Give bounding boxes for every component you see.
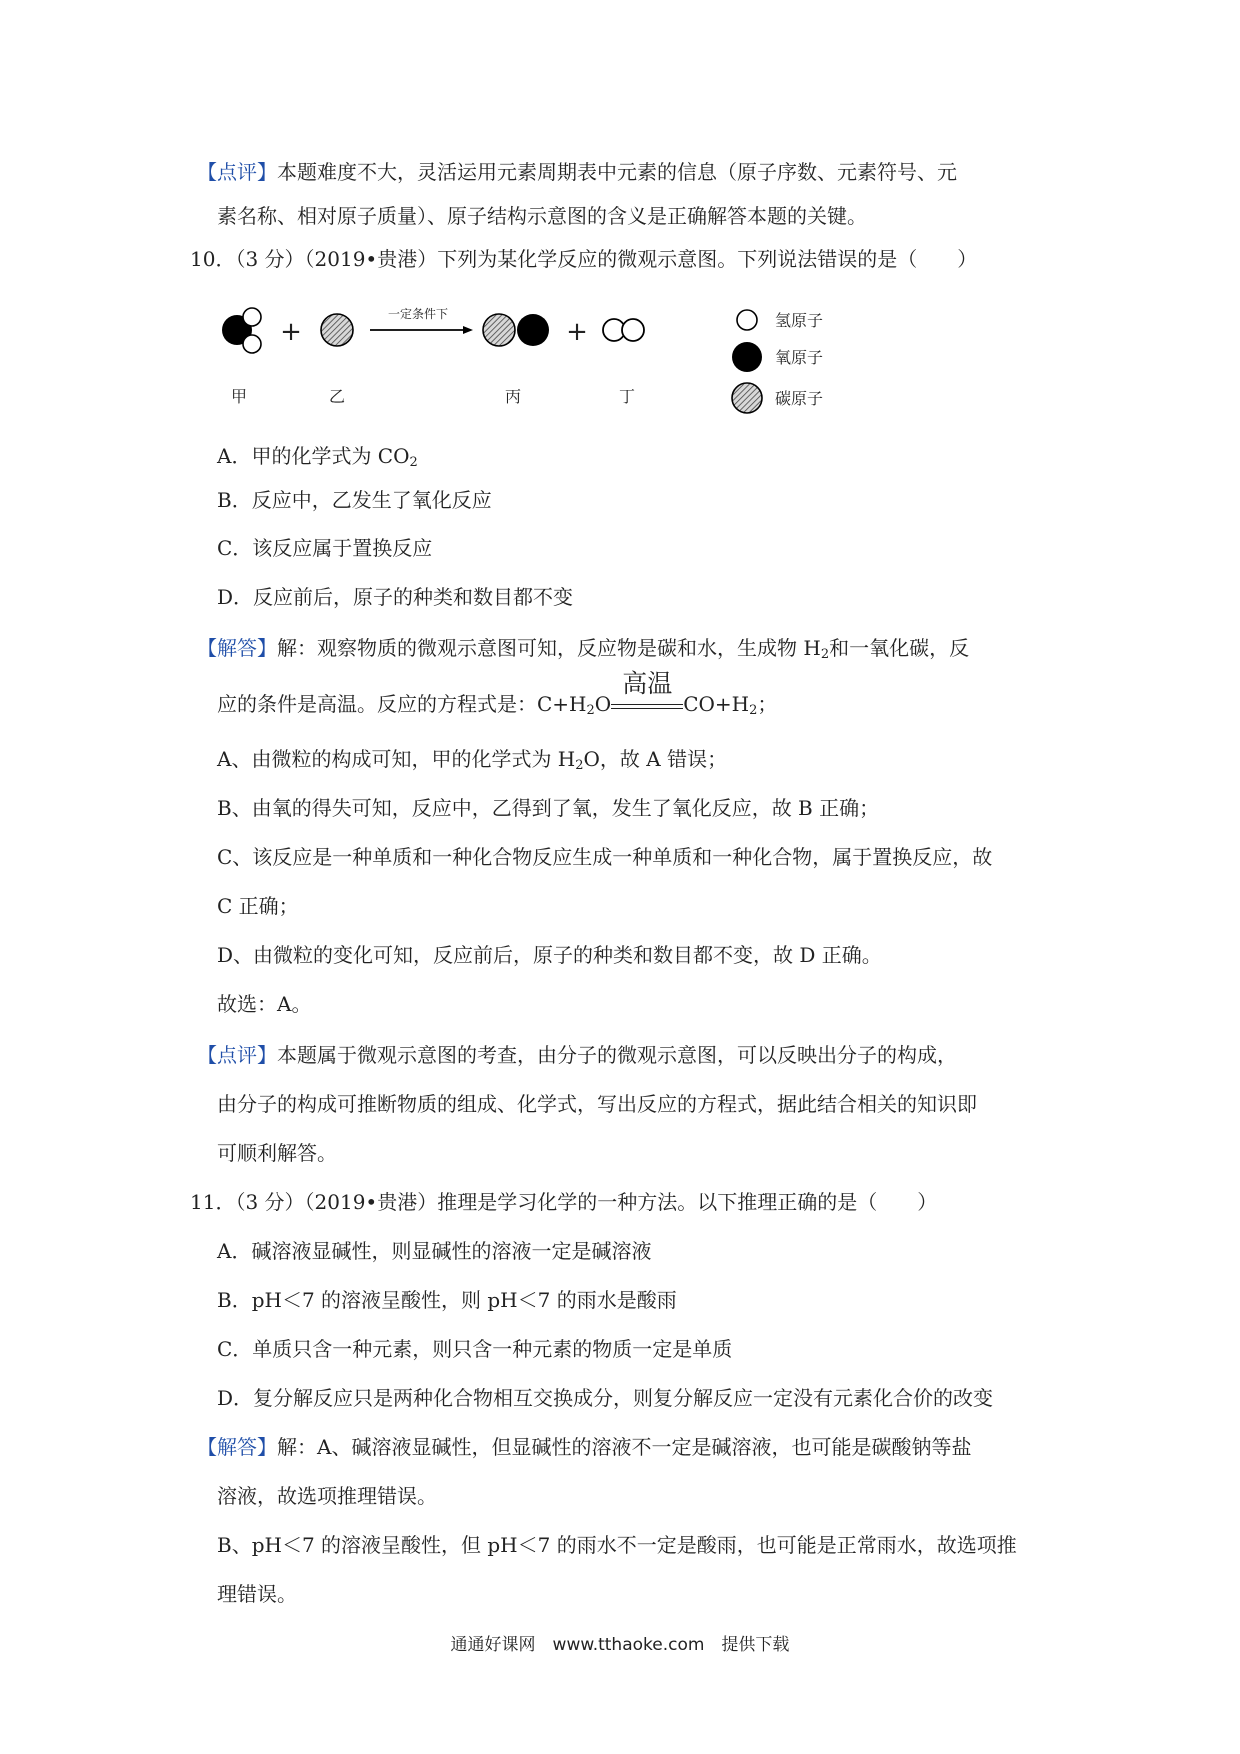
q10-review-line1: 【点评】本题属于微观示意图的考查，由分子的微观示意图，可以反映出分子的构成，	[197, 1043, 957, 1067]
carbon-legend-icon	[732, 383, 762, 413]
water-molecule-icon	[222, 308, 261, 353]
oxygen-atom-icon	[732, 342, 762, 372]
q10-review-line3: 可顺利解答。	[217, 1141, 337, 1165]
review-tag: 【点评】	[197, 160, 277, 184]
q11-answer-line1: 【解答】解：A、碱溶液显碱性，但显碱性的溶液不一定是碱溶液，也可能是碳酸钠等盐	[197, 1435, 972, 1459]
q10-answer-b: B、由氧的得失可知，反应中，乙得到了氧，发生了氧化反应，故 B 正确；	[217, 796, 880, 820]
q10-option-a: A．甲的化学式为 $CO_2$	[217, 444, 418, 470]
q10-review-line2: 由分子的构成可推断物质的组成、化学式，写出反应的方程式，据此结合相关的知识即	[217, 1092, 977, 1116]
q11-answer-line2: 溶液，故选项推理错误。	[217, 1484, 437, 1508]
label-ding: 丁	[618, 387, 636, 406]
q10-answer-c1: C、该反应是一种单质和一种化合物反应生成一种单质和一种化合物，属于置换反应，故	[217, 845, 993, 869]
reaction-diagram	[215, 290, 865, 415]
q11-stem: 11．（3 分）（2019•贵港）推理是学习化学的一种方法。以下推理正确的是（ ）	[190, 1190, 938, 1214]
q11-option-b: B．pH＜7 的溶液呈酸性，则 pH＜7 的雨水是酸雨	[217, 1288, 677, 1312]
q11-option-c: C．单质只含一种元素，则只含一种元素的物质一定是单质	[217, 1337, 733, 1361]
q10-option-b: B．反应中，乙发生了氧化反应	[217, 488, 492, 512]
q10-option-d: D．反应前后，原子的种类和数目都不变	[217, 585, 574, 609]
reaction-arrow-icon	[370, 326, 473, 334]
equation-condition: 高温	[611, 690, 683, 718]
q10-answer-a: A、由微粒的构成可知，甲的化学式为 $H_2O$，故 A 错误；	[217, 747, 728, 773]
plus-sign-1: +	[280, 317, 302, 347]
arrow-condition-label: 一定条件下	[387, 307, 449, 321]
q10-stem: 10．（3 分）（2019•贵港）下列为某化学反应的微观示意图。下列说法错误的是（ ）	[190, 247, 978, 271]
q11-option-a: A．碱溶液显碱性，则显碱性的溶液一定是碱溶液	[217, 1239, 652, 1263]
label-jia: 甲	[230, 387, 248, 406]
legend-hydrogen: 氢原子	[775, 311, 824, 330]
review-prev-line1	[197, 158, 957, 186]
label-yi: 乙	[328, 387, 346, 406]
q10-answer-equation: 应的条件是高温。反应的方程式是：$C+H_2O$ 高温 $CO+H_2$；	[217, 669, 778, 718]
answer-tag: 【解答】	[197, 636, 277, 660]
legend-oxygen: 氧原子	[775, 348, 824, 367]
q10-answer-line1: 【解答】解：观察物质的微观示意图可知，反应物是碳和水，生成物 $H_2$和一氧化碳，反	[197, 636, 970, 662]
q10-choice: 故选：A。	[217, 992, 312, 1016]
q10-answer-d: D、由微粒的变化可知，反应前后，原子的种类和数目都不变，故 D 正确。	[217, 943, 882, 967]
h2-molecule-icon	[603, 319, 644, 341]
q10-answer-c2: C 正确；	[217, 894, 299, 918]
legend	[732, 310, 823, 413]
page-footer: 通通好课网 www.tthaoke.com 提供下载	[450, 1635, 790, 1655]
legend-carbon: 碳原子	[775, 389, 824, 408]
carbon-atom-icon	[321, 314, 353, 346]
co-molecule-icon	[483, 314, 549, 346]
q11-option-d: D．复分解反应只是两种化合物相互交换成分，则复分解反应一定没有元素化合价的改变	[217, 1386, 994, 1410]
q11-answer-line4: 理错误。	[217, 1582, 297, 1606]
review-tag: 【点评】	[197, 1043, 277, 1067]
q11-answer-line3: B、pH＜7 的溶液呈酸性，但 pH＜7 的雨水不一定是酸雨，也可能是正常雨水，故选项推	[217, 1533, 1017, 1557]
label-bing: 丙	[504, 387, 522, 406]
q10-option-c: C．该反应属于置换反应	[217, 536, 433, 560]
plus-sign-2: +	[566, 317, 588, 347]
review-prev-line2: 素名称、相对原子质量）、原子结构示意图的含义是正确解答本题的关键。	[217, 204, 867, 228]
review-text: 本题难度不大，灵活运用元素周期表中元素的信息（原子序数、元素符号、元	[277, 160, 957, 184]
answer-tag: 【解答】	[197, 1435, 277, 1459]
hydrogen-atom-icon	[737, 310, 757, 330]
